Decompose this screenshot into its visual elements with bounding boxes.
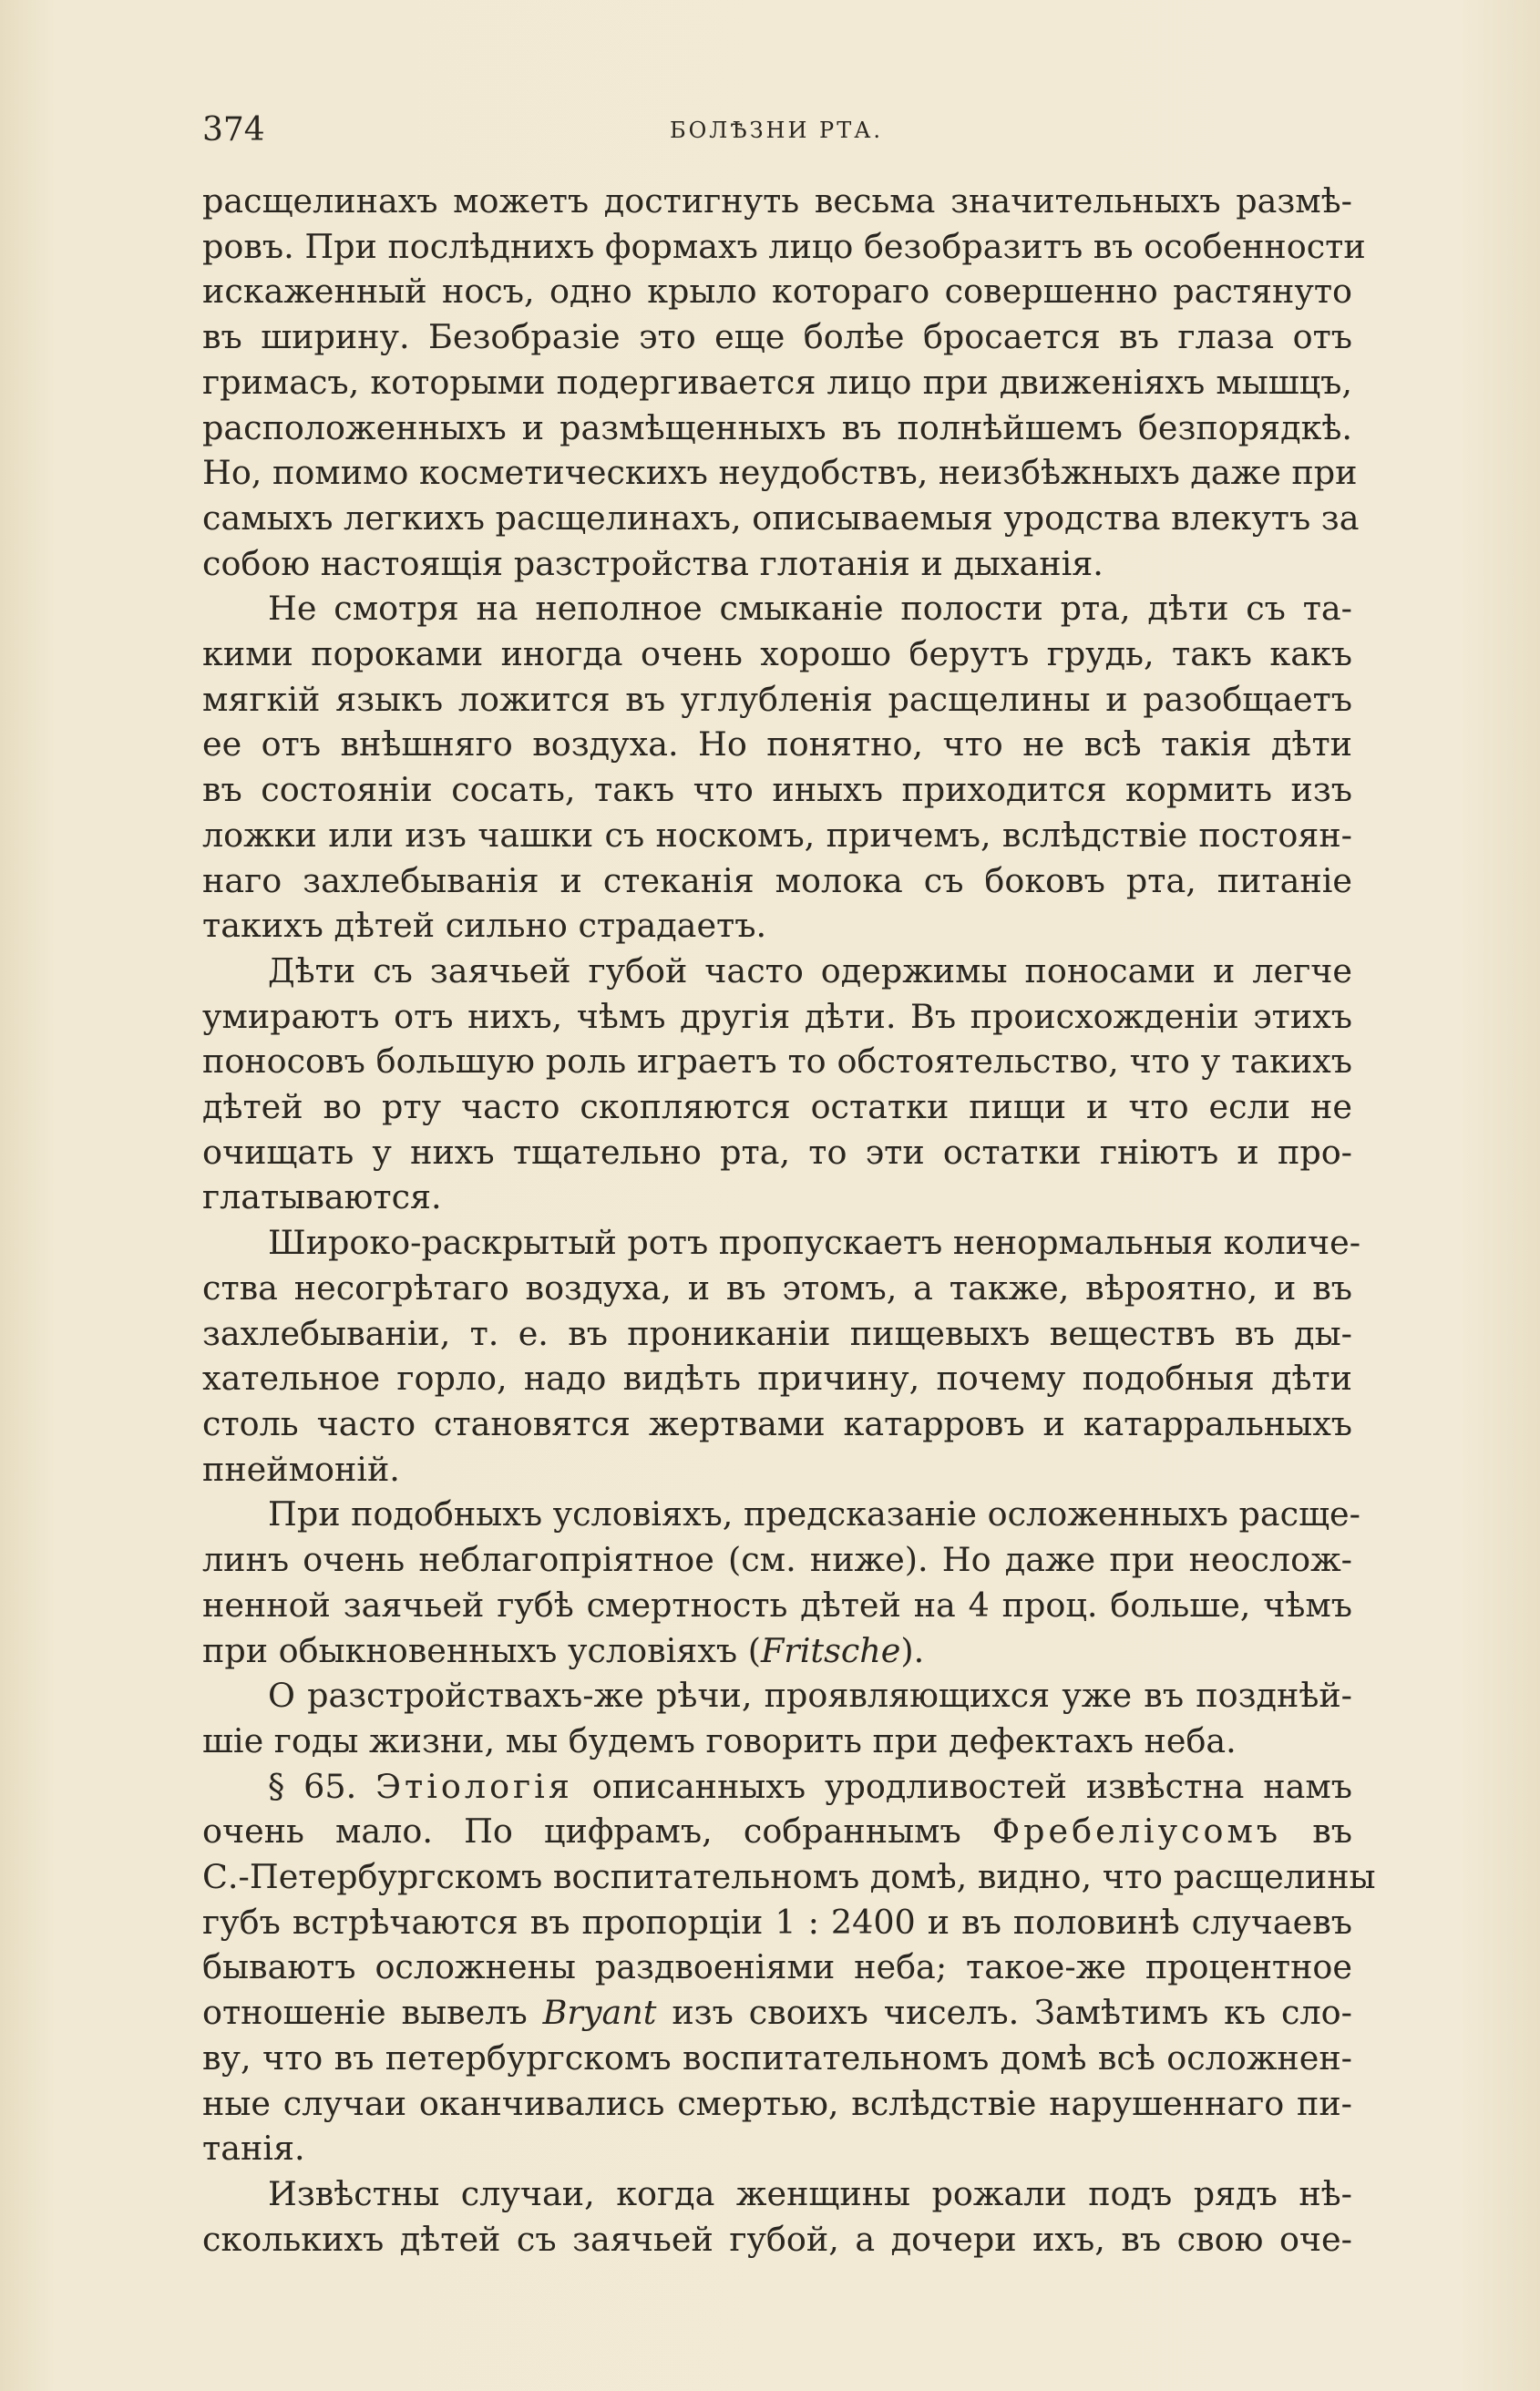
text-line [202,2081,1352,2127]
text-line [202,1537,1352,1583]
text-run: ные случаи оканчивались смертью, вслѣдствіе нарушеннаго пи- [202,2083,1352,2123]
text-run: самыхъ легкихъ расщелинахъ, описываемыя уродства влекутъ за [202,498,1360,538]
text-line [202,1628,1352,1674]
text-run: При подобныхъ условіяхъ, предсказаніе осложенныхъ расще- [268,1494,1360,1534]
text-line [202,1809,1352,1854]
text-run: бываютъ осложнены раздвоеніями неба; такое-же процентное [202,1947,1352,1987]
text-line [202,1130,1352,1175]
text-run: танія. [202,2129,305,2169]
text-run: при обыкновенныхъ условіяхъ ( [202,1630,761,1670]
text-run: очищать у нихъ тщательно рта, то эти остатки гніютъ и про- [202,1132,1352,1172]
text-run: изъ своихъ чиселъ. Замѣтимъ къ сло- [656,1993,1352,2033]
text-run: въ ширину. Безобразіе это еще болѣе бросается въ глаза отъ [202,317,1352,357]
text-line [202,858,1352,904]
text-line [202,2126,1352,2171]
text-line [202,1401,1352,1447]
text-run: расщелинахъ можетъ достигнуть весьма значительныхъ размѣ- [202,181,1352,221]
text-run: шіе годы жизни, мы будемъ говорить при дефектахъ неба. [202,1720,1237,1760]
text-line [202,179,1352,224]
text-line [202,541,1352,587]
body-text [202,179,1376,2262]
text-line [202,269,1352,314]
italic-name: Bryant [542,1993,657,2033]
text-run: въ состояніи сосать, такъ что иныхъ приходится кормить изъ [202,770,1352,810]
text-line [202,360,1352,405]
text-run: ства несогрѣтаго воздуха, и въ этомъ, а также, вѣроятно, и въ [202,1267,1352,1308]
spaced-term: Этіологія [375,1766,573,1806]
text-line [202,631,1352,677]
text-line [202,1266,1352,1311]
running-head: БОЛѢЗНИ РТА. [669,118,884,143]
text-line [202,722,1352,767]
text-line [202,1356,1352,1401]
text-line [202,224,1366,270]
text-line [202,1990,1352,2036]
text-line [202,1854,1376,1900]
text-line [202,1311,1352,1357]
text-line [202,1492,1360,1537]
text-run: губъ встрѣчаются въ пропорціи 1 : 2400 и въ половинѣ случаевъ [202,1902,1352,1942]
text-run: § 65. [268,1766,376,1806]
text-line [202,677,1352,723]
text-run: ). [900,1630,925,1670]
text-run: С.-Петербургскомъ воспитательномъ домѣ, видно, что расщелины [202,1857,1376,1897]
text-line [202,2217,1352,2263]
text-line [202,2171,1352,2217]
text-run: ву, что въ петербургскомъ воспитательномъ домѣ всѣ осложнен- [202,2037,1352,2078]
text-run: сколькихъ дѣтей съ заячьей губой, а дочери ихъ, въ свою оче- [202,2219,1352,2259]
text-run: Не смотря на неполное смыканіе полости рта, дѣти съ та- [268,589,1352,629]
text-run: Но, помимо косметическихъ неудобствъ, неизбѣжныхъ даже при [202,453,1358,493]
text-run: Широко-раскрытый ротъ пропускаетъ ненормальныя количе- [268,1223,1361,1263]
text-run: линъ очень неблагопріятное (см. ниже). Но даже при неослож- [202,1540,1352,1580]
text-line [202,1583,1352,1628]
text-line [202,1084,1352,1130]
text-run: собою настоящія разстройства глотанія и дыханія. [202,543,1104,583]
text-line [202,767,1352,813]
text-line [202,1764,1352,1810]
text-run: ненной заячьей губѣ смертность дѣтей на 4 проц. больше, чѣмъ [202,1585,1352,1625]
text-line [202,994,1352,1040]
text-run: отношеніе вывелъ [202,1993,543,2033]
page-number: 374 [202,111,265,149]
text-run: дѣтей во рту часто скопляются остатки пищи и что если не [202,1087,1352,1127]
text-run: столь часто становятся жертвами катарровъ и катарральныхъ [202,1403,1352,1443]
text-run: захлебываніи, т. е. въ прониканіи пищевыхъ веществъ въ ды- [202,1313,1352,1353]
text-line [202,1220,1361,1266]
text-line [202,496,1360,541]
text-run: описанныхъ уродливостей извѣстна намъ [572,1766,1352,1806]
text-line [202,903,1352,949]
text-run: ложки или изъ чашки съ носкомъ, причемъ, вслѣдствіе постоян- [202,815,1352,855]
text-run: пнеймоній. [202,1449,400,1489]
text-line [202,586,1352,631]
text-run: такихъ дѣтей сильно страдаетъ. [202,906,767,946]
text-run: ее отъ внѣшняго воздуха. Но понятно, что не всѣ такія дѣти [202,724,1352,765]
italic-name: Fritsche [760,1630,901,1670]
text-line [202,1945,1352,1990]
text-line [202,1673,1352,1719]
text-run: наго захлебыванія и стеканія молока съ боковъ рта, питаніе [202,860,1352,900]
text-run: мягкій языкъ ложится въ углубленія расщелины и разобщаетъ [202,679,1352,719]
text-run: хательное горло, надо видѣть причину, почему подобныя дѣти [202,1359,1352,1399]
text-line [202,1900,1352,1945]
text-line [202,1447,1352,1493]
text-line [202,1175,1352,1220]
text-run: глатываются. [202,1177,442,1217]
text-line [202,1039,1352,1084]
text-line [202,2036,1352,2081]
text-run: умираютъ отъ нихъ, чѣмъ другія дѣти. Въ происхожденіи этихъ [202,996,1352,1036]
text-line [202,450,1358,496]
text-run: расположенныхъ и размѣщенныхъ въ полнѣйшемъ безпорядкѣ. [202,407,1352,447]
text-line [202,314,1352,360]
text-run: искаженный носъ, одно крыло котораго совершенно растянуто [202,272,1352,312]
text-run: поносовъ большую роль играетъ то обстоятельство, что у такихъ [202,1042,1352,1082]
spaced-term: Фребеліусомъ [991,1811,1282,1852]
text-line [202,405,1352,451]
text-line [202,1719,1352,1764]
text-run: гримасъ, которыми подергивается лицо при движеніяхъ мышцъ, [202,362,1352,402]
text-run: кими пороками иногда очень хорошо берутъ грудь, такъ какъ [202,634,1352,674]
page-header [202,108,1350,153]
text-run: очень мало. По цифрамъ, собраннымъ [202,1811,992,1852]
text-run: Извѣстны случаи, когда женщины рожали подъ рядъ нѣ- [268,2173,1352,2213]
text-run: О разстройствахъ-же рѣчи, проявляющихся уже въ позднѣй- [268,1676,1352,1716]
text-run: ровъ. При послѣднихъ формахъ лицо безобразитъ въ особенности [202,226,1366,266]
text-line [202,949,1352,994]
text-line [202,813,1352,858]
text-run: Дѣти съ заячьей губой часто одержимы поносами и легче [268,950,1352,990]
text-run: въ [1281,1811,1353,1852]
